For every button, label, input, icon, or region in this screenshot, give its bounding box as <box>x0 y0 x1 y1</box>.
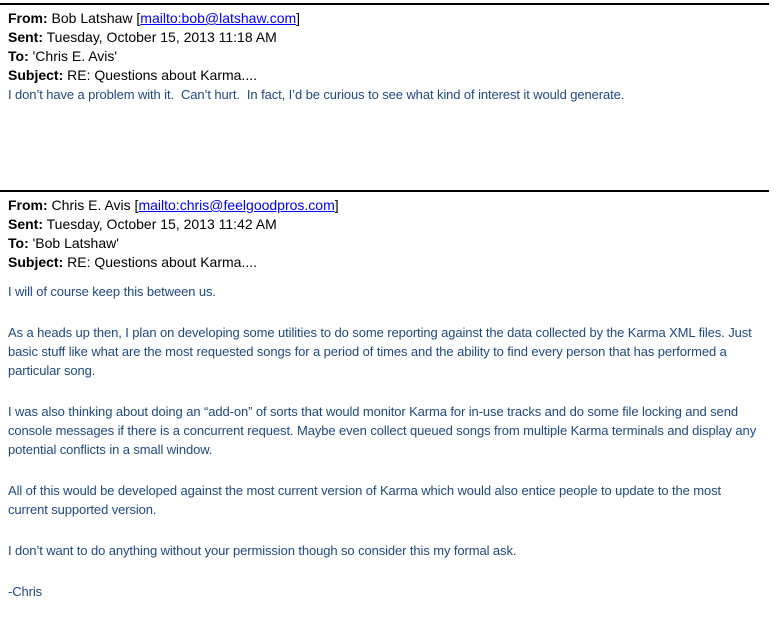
spacer <box>0 272 777 282</box>
to-label: To: <box>8 48 29 64</box>
to-line <box>8 47 767 66</box>
from-bracket-close: ] <box>334 197 339 213</box>
subject-label: Subject: <box>8 254 64 270</box>
email-message-2 <box>0 190 777 601</box>
email-message-1 <box>0 3 777 190</box>
subject-label: Subject: <box>8 67 64 83</box>
from-name: Chris E. Avis [ <box>47 197 139 213</box>
subject-value: RE: Questions about Karma.... <box>63 67 257 83</box>
email-body <box>0 282 777 601</box>
from-label: From: <box>8 10 48 26</box>
sent-value: Tuesday, October 15, 2013 11:42 AM <box>43 216 277 232</box>
body-paragraph: I was also thinking about doing an “add-on” of sorts that would monitor Karma for in-use tracks and do some file locking and send console messages if there is a concurrent request. Maybe even collect queued songs from multiple Karma terminals and display any potential conflicts in a small window. <box>8 404 760 457</box>
from-line <box>8 196 767 215</box>
mailto-link[interactable]: mailto:bob@latshaw.com <box>140 10 297 26</box>
subject-line <box>8 253 767 272</box>
to-value: 'Chris E. Avis' <box>28 48 118 64</box>
email-body <box>0 85 777 104</box>
body-paragraph: I don’t have a problem with it. Can’t hurt. In fact, I’d be curious to see what kind of interest it would generate. <box>8 87 625 102</box>
body-paragraph: I don’t want to do anything without your permission though so consider this my formal ask. <box>8 543 517 558</box>
sent-label: Sent: <box>8 216 43 232</box>
subject-value: RE: Questions about Karma.... <box>63 254 257 270</box>
spacer <box>0 126 777 190</box>
body-paragraph: All of this would be developed against the most current version of Karma which would also entice people to update to the most current supported version. <box>8 483 725 517</box>
sent-value: Tuesday, October 15, 2013 11:18 AM <box>43 29 277 45</box>
body-paragraph: I will of course keep this between us. <box>8 284 216 299</box>
to-line <box>8 234 767 253</box>
from-label: From: <box>8 197 48 213</box>
to-label: To: <box>8 235 29 251</box>
from-line <box>8 9 767 28</box>
signature: -Chris <box>8 584 43 599</box>
sent-line <box>8 215 767 234</box>
email-header <box>0 192 777 272</box>
sent-line <box>8 28 767 47</box>
email-header <box>0 5 777 85</box>
mailto-link[interactable]: mailto:chris@feelgoodpros.com <box>138 197 335 213</box>
from-name: Bob Latshaw [ <box>47 10 141 26</box>
to-value: 'Bob Latshaw' <box>28 235 119 251</box>
sent-label: Sent: <box>8 29 43 45</box>
from-bracket-close: ] <box>296 10 301 26</box>
body-paragraph: As a heads up then, I plan on developing some utilities to do some reporting against the data collected by the Karma XML files. Just basic stuff like what are the most requested songs for a period of times and the ability to find every person that has performed a particular song. <box>8 325 756 378</box>
subject-line <box>8 66 767 85</box>
